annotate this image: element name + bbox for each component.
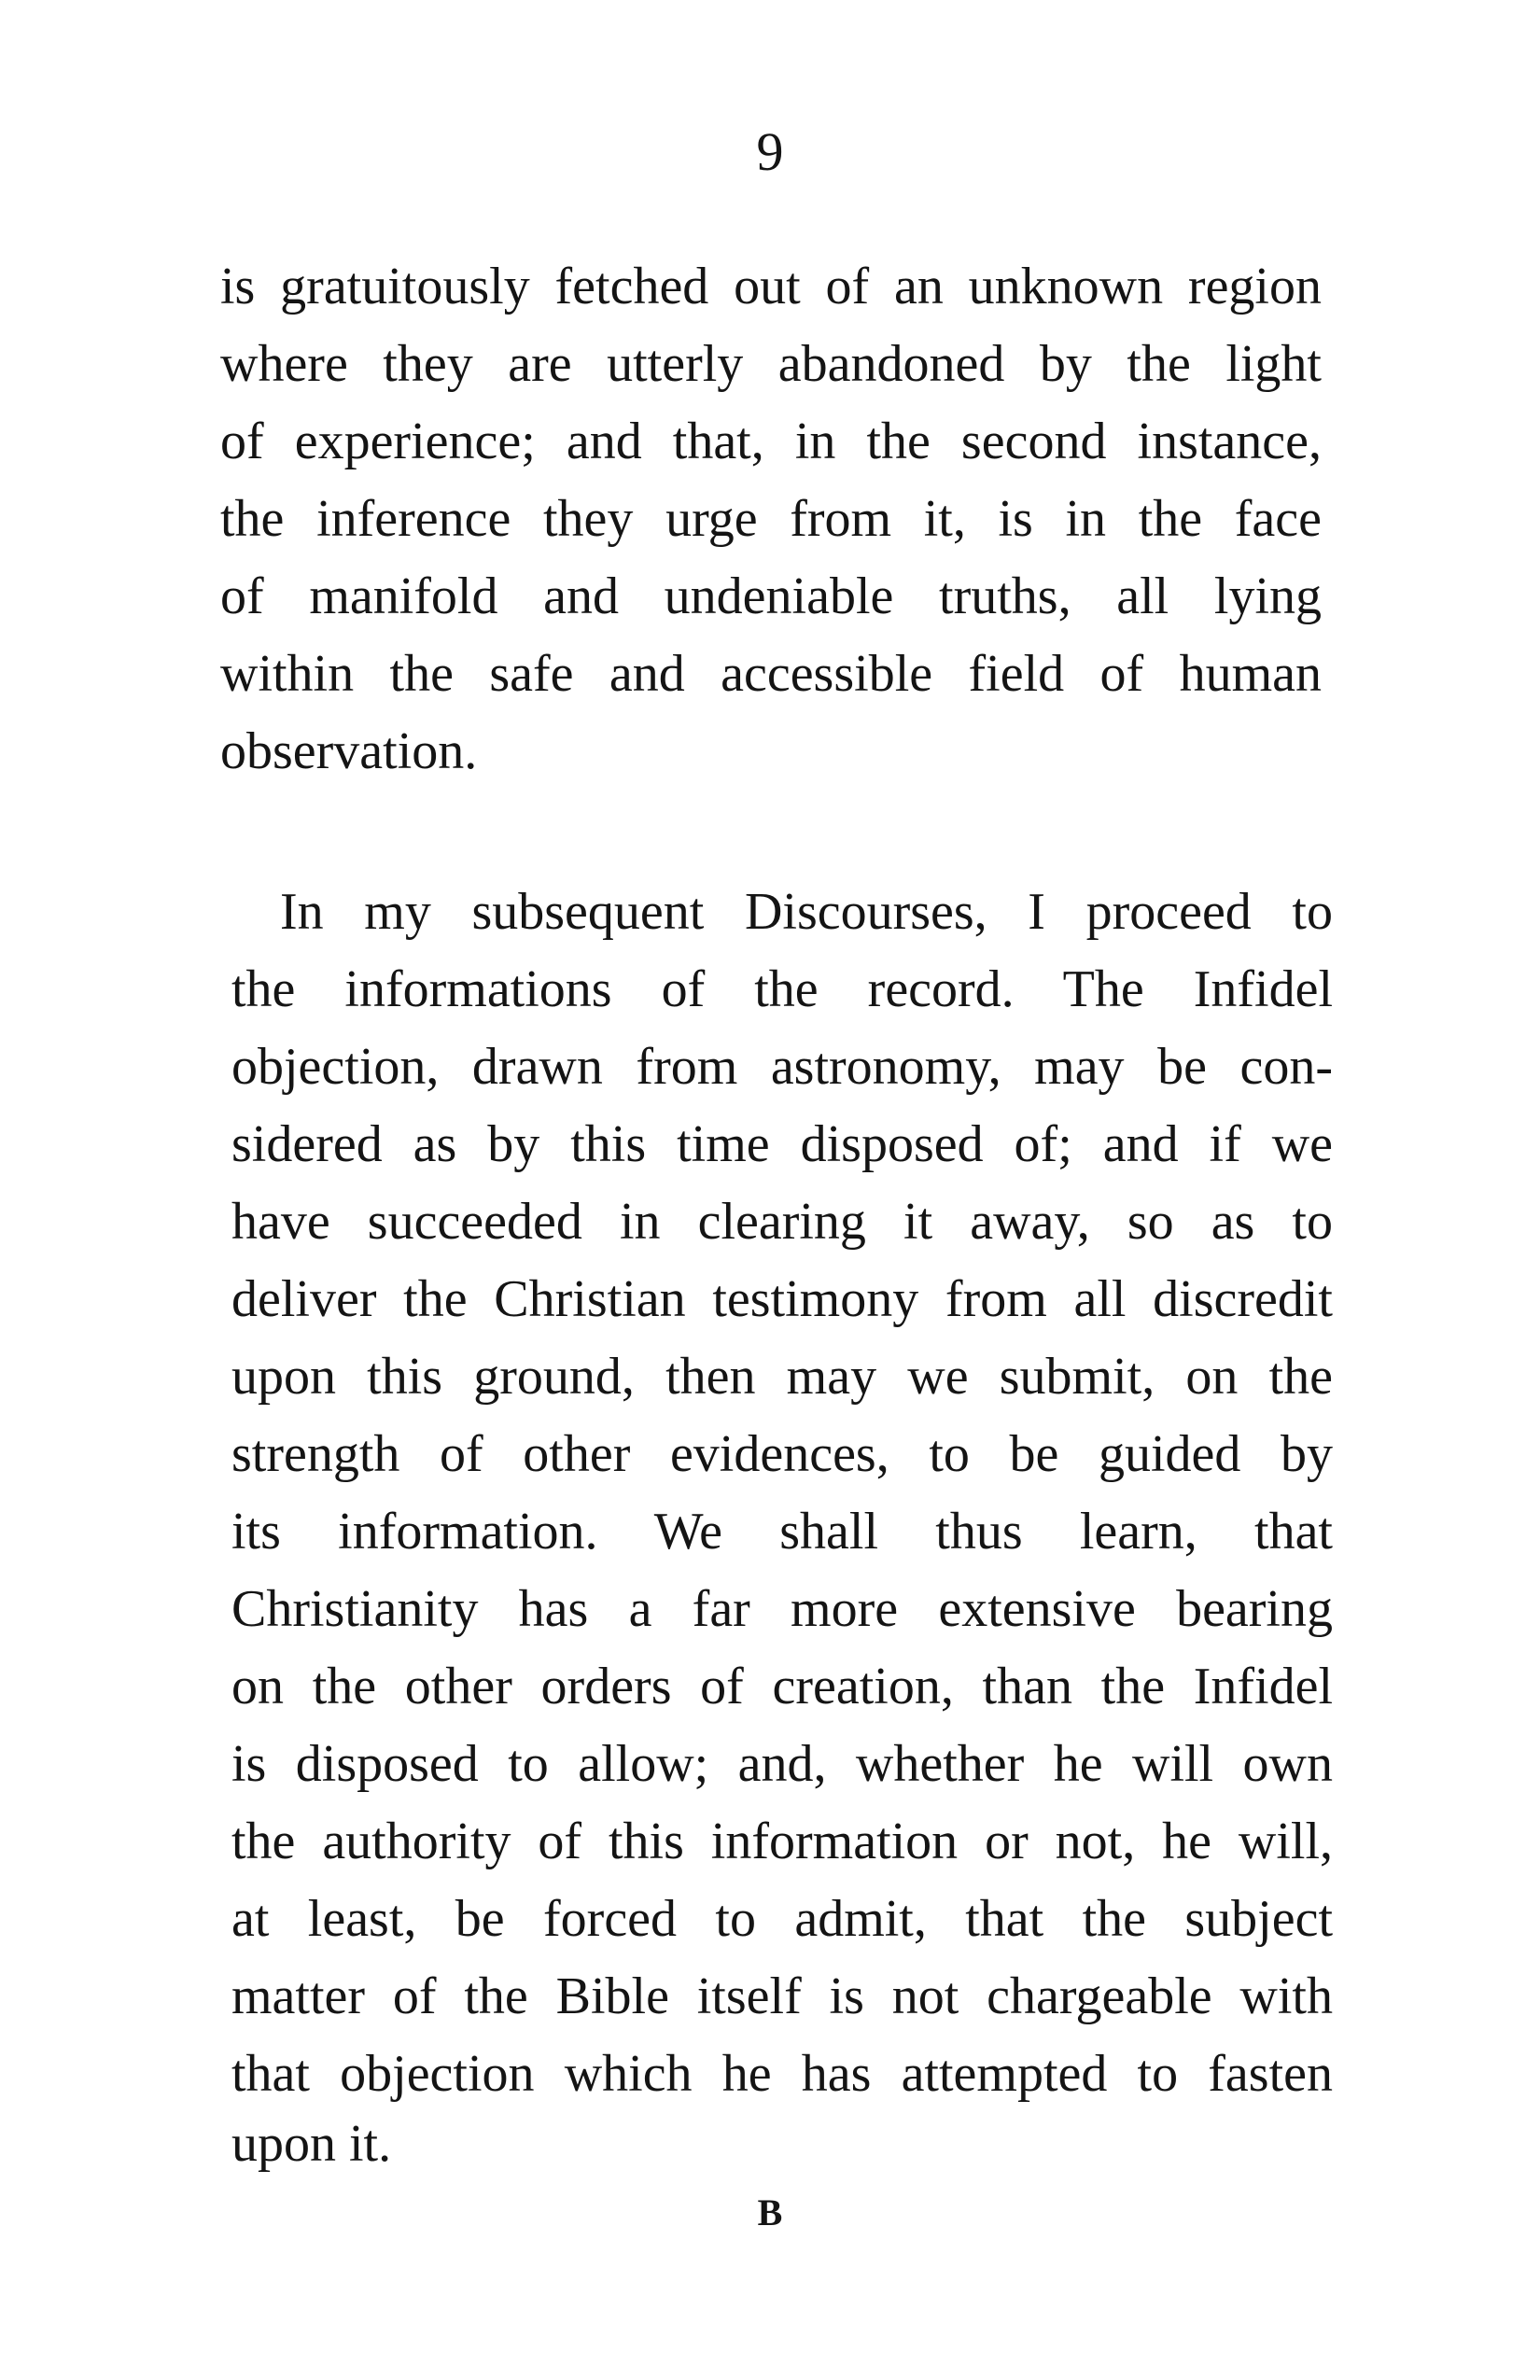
page-number: 9 xyxy=(756,121,784,182)
text-line: is disposed to allow; and, whether he will own xyxy=(231,1735,1333,1793)
text-line: the informations of the record. The Infidel xyxy=(231,960,1333,1018)
text-line: of experience; and that, in the second instance, xyxy=(220,413,1322,470)
text-line: upon this ground, then may we submit, on the xyxy=(231,1348,1333,1406)
text-line: objection, drawn from astronomy, may be con- xyxy=(231,1038,1333,1096)
text-line: that objection which he has attempted to fasten xyxy=(231,2045,1333,2103)
text-line: sidered as by this time disposed of; and if we xyxy=(231,1115,1333,1173)
text-line: within the safe and accessible field of human xyxy=(220,645,1322,703)
text-line: deliver the Christian testimony from all discredit xyxy=(231,1270,1333,1328)
text-line: is gratuitously fetched out of an unknown region xyxy=(220,258,1322,315)
text-line: upon it. xyxy=(231,2115,392,2173)
text-line: at least, be forced to admit, that the subject xyxy=(231,1890,1333,1948)
text-line: have succeeded in clearing it away, so as to xyxy=(231,1193,1333,1251)
text-line: its information. We shall thus learn, that xyxy=(231,1503,1333,1561)
text-line: where they are utterly abandoned by the light xyxy=(220,335,1322,393)
text-line: the inference they urge from it, is in the face xyxy=(220,490,1322,548)
text-line: observation. xyxy=(220,722,478,780)
text-line: Christianity has a far more extensive bearing xyxy=(231,1580,1333,1638)
text-line: on the other orders of creation, than the Infidel xyxy=(231,1658,1333,1715)
text-line: In my subsequent Discourses, I proceed to xyxy=(280,883,1333,941)
text-line: strength of other evidences, to be guided by xyxy=(231,1425,1333,1483)
signature-mark: B xyxy=(757,2191,783,2233)
text-line: of manifold and undeniable truths, all lying xyxy=(220,567,1322,625)
text-line: the authority of this information or not, he will, xyxy=(231,1813,1333,1870)
text-line: matter of the Bible itself is not chargeable with xyxy=(231,1967,1333,2025)
